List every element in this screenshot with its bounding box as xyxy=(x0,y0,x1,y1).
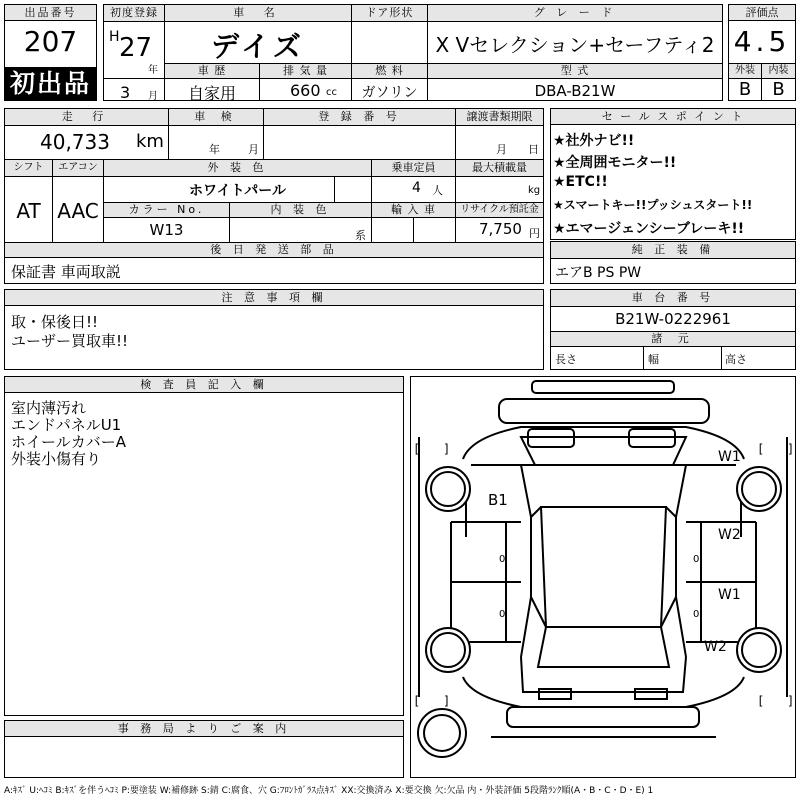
model-label: 型 式 xyxy=(428,64,722,78)
mileage-unit: km xyxy=(136,131,164,152)
rating-label: 評価点 xyxy=(729,5,795,21)
inspector-line-4: 外装小傷有り xyxy=(11,450,102,468)
mark-zero-3: 0 xyxy=(693,554,700,565)
displacement-unit: cc xyxy=(326,87,337,98)
inspector-line-1: 室内薄汚れ xyxy=(11,399,87,417)
mark-w1-front: W1 xyxy=(718,449,741,465)
standard-equipment-box xyxy=(550,241,796,284)
shift-label: シフト xyxy=(5,160,52,176)
history-label: 車 歴 xyxy=(165,64,259,78)
svg-text:[: [ xyxy=(757,694,765,708)
fuel-label: 燃 料 xyxy=(352,64,427,78)
chassis-box xyxy=(550,289,796,370)
later-parts-label: 後 日 発 送 部 品 xyxy=(5,243,543,257)
sales-point-1: ★社外ナビ!! xyxy=(553,133,635,149)
sales-points-label: セ ー ル ス ポ イ ン ト xyxy=(551,109,795,125)
mileage-value: 40,733 xyxy=(40,130,110,154)
mileage-label: 走 行 xyxy=(5,109,168,125)
inspector-line-2: エンドパネルU1 xyxy=(11,416,122,434)
standard-equipment-value: エアB PS PW xyxy=(555,265,642,281)
first-listing-badge: 初出品 xyxy=(5,67,96,100)
mark-zero-4: 0 xyxy=(693,609,700,620)
chassis-label: 車 台 番 号 xyxy=(551,290,795,306)
model-value: DBA-B21W xyxy=(534,82,616,100)
transfer-month-unit: 月 xyxy=(496,143,507,156)
vehicle-details-table xyxy=(4,108,544,284)
month-value: 3 xyxy=(120,83,131,102)
mark-zero-1: 0 xyxy=(499,554,506,565)
sales-point-2: ★全周囲モニター!! xyxy=(553,155,677,171)
interior-color-unit: 系 xyxy=(355,229,366,242)
listing-number: 207 xyxy=(23,25,78,58)
import-label: 輸 入 車 xyxy=(372,203,455,217)
transfer-label: 譲渡書類期限 xyxy=(456,109,543,125)
inspection-month-unit: 月 xyxy=(248,143,259,156)
car-name-label: 車 名 xyxy=(165,5,351,21)
car-name: デイズ xyxy=(211,30,305,63)
office-box xyxy=(4,720,404,778)
shift-value: AT xyxy=(16,199,41,223)
mark-w2-rear: W2 xyxy=(704,639,727,655)
mark-w2-front: W2 xyxy=(718,527,741,543)
door-label: ドア形状 xyxy=(352,5,427,21)
recycle-value: 7,750 xyxy=(479,220,522,238)
legend-footer: A:ｷｽﾞ U:ﾍｺﾐ B:ｷｽﾞを伴うﾍｺﾐ P:要塗装 W:補修跡 S:錆 C:腐食、穴 G:ﾌﾛﾝﾄｶﾞﾗｽ点ｷｽﾞ XX:交換済み X:要交換 欠:欠品 内・外装評価 5段階ﾗﾝｸ順(A・B・C・D・E) 1 xyxy=(4,786,654,796)
fuel-value: ガソリン xyxy=(361,85,418,101)
inspector-line-3: ホイールカバーA xyxy=(11,433,126,451)
caution-line-2: ユーザー買取車!! xyxy=(11,332,129,350)
later-parts-value: 保証書 車両取説 xyxy=(11,263,121,281)
inspection-year-unit: 年 xyxy=(209,143,220,156)
aircon-value: AAC xyxy=(57,199,99,223)
era-year: 27 xyxy=(119,33,153,63)
svg-text:[: [ xyxy=(757,442,765,456)
mark-w1-rear: W1 xyxy=(718,587,741,603)
grade-value: X Vセレクション+セーフティ2 xyxy=(435,33,715,57)
listing-number-label: 出品番号 xyxy=(5,5,96,21)
month-unit: 月 xyxy=(148,91,158,102)
car-outline-diagram xyxy=(411,377,795,777)
recycle-label: リサイクル預託金 xyxy=(456,203,543,217)
svg-text:[: [ xyxy=(413,442,421,456)
office-label: 事 務 局 よ り ご 案 内 xyxy=(5,721,403,737)
rating-value: 4.5 xyxy=(733,25,791,58)
color-label: 外 装 色 xyxy=(104,160,371,176)
exterior-value: B xyxy=(738,79,752,100)
aircon-label: エアコン xyxy=(53,160,103,176)
interior-value: B xyxy=(772,79,785,100)
svg-text:]: ] xyxy=(443,442,451,456)
sales-points-box xyxy=(550,108,796,240)
caution-line-1: 取・保後日!! xyxy=(11,313,99,331)
svg-text:]: ] xyxy=(787,694,795,708)
dimensions-label: 諸 元 xyxy=(551,332,795,346)
chassis-value: B21W-0222961 xyxy=(615,310,731,328)
mark-b1: B1 xyxy=(488,491,508,509)
mark-zero-2: 0 xyxy=(499,609,506,620)
sales-point-4: ★スマートキー!!プッシュスタート!! xyxy=(553,198,753,212)
inspection-label: 車 検 xyxy=(169,109,263,125)
length-label: 長さ xyxy=(555,353,577,366)
capacity-unit: 人 xyxy=(432,184,443,197)
color-no-label: カラー No. xyxy=(104,203,229,217)
max-load-label: 最大積載量 xyxy=(456,160,543,176)
width-label: 幅 xyxy=(648,353,659,366)
inspector-label: 検 査 員 記 入 欄 xyxy=(5,377,403,393)
max-load-unit: kg xyxy=(528,185,541,196)
color-no-value: W13 xyxy=(149,221,184,239)
interior-label: 内装 xyxy=(762,64,795,78)
listing-number-box xyxy=(4,4,97,101)
caution-box xyxy=(4,289,544,370)
inspector-box xyxy=(4,376,404,716)
vehicle-header-table xyxy=(103,4,723,101)
capacity-label: 乗車定員 xyxy=(372,160,455,176)
transfer-day-unit: 日 xyxy=(528,143,539,156)
car-diagram xyxy=(410,376,796,778)
first-reg-label: 初度登録 xyxy=(104,5,164,21)
displacement-label: 排 気 量 xyxy=(260,64,351,78)
interior-color-label: 内 装 色 xyxy=(230,203,371,217)
standard-equipment-label: 純 正 装 備 xyxy=(551,242,795,258)
sales-point-3: ★ETC!! xyxy=(553,174,608,190)
history-value: 自家用 xyxy=(187,84,236,103)
grade-label: グ レ ー ド xyxy=(428,5,722,21)
era-prefix: H xyxy=(109,29,120,45)
rating-box xyxy=(728,4,796,101)
exterior-label: 外装 xyxy=(729,64,761,78)
capacity-value: 4 xyxy=(412,180,421,196)
sales-point-5: ★エマージェンシーブレーキ!! xyxy=(553,221,745,237)
displacement-value: 660 xyxy=(290,81,321,100)
height-label: 高さ xyxy=(725,353,747,366)
svg-text:]: ] xyxy=(443,694,451,708)
reg-no-label: 登 録 番 号 xyxy=(264,109,455,125)
caution-label: 注 意 事 項 欄 xyxy=(5,290,543,306)
svg-text:]: ] xyxy=(787,442,795,456)
year-unit: 年 xyxy=(148,65,158,76)
recycle-unit: 円 xyxy=(529,227,540,240)
color-value: ホワイトパール xyxy=(188,183,287,199)
svg-text:[: [ xyxy=(413,694,421,708)
